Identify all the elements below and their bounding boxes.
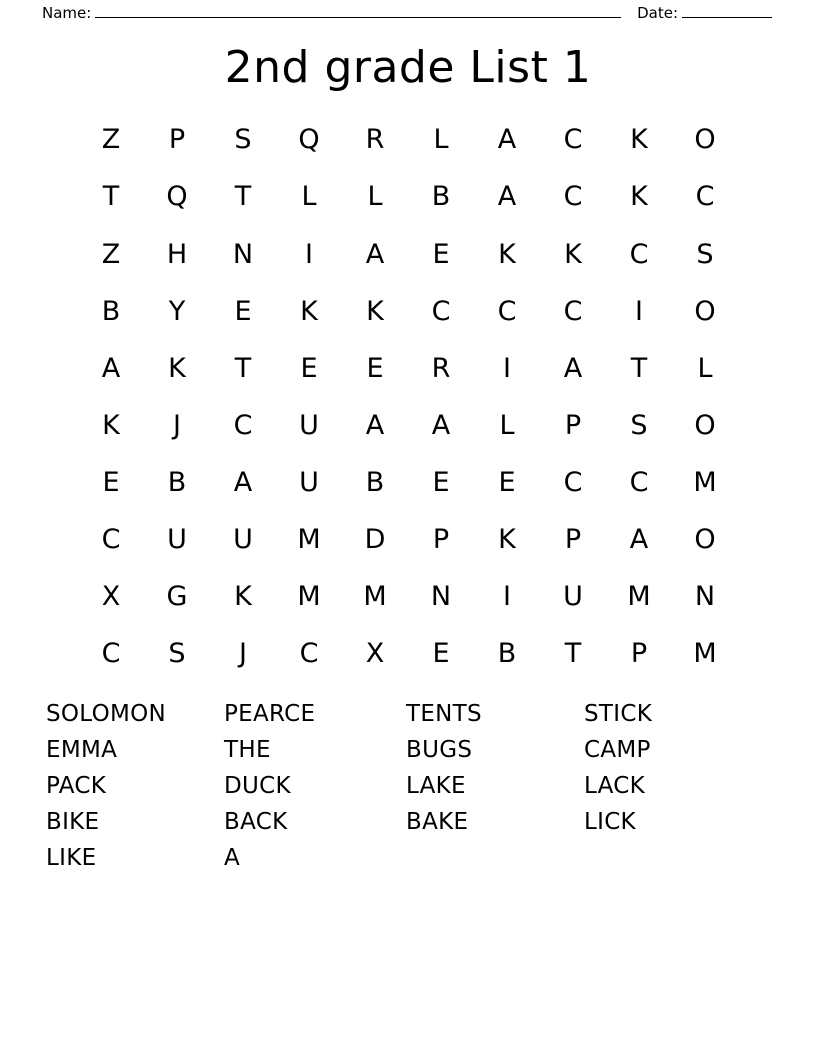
grid-cell[interactable]: L [499, 409, 515, 441]
word-item[interactable]: A [224, 844, 241, 871]
word-item[interactable]: THE [224, 737, 271, 764]
word-item[interactable]: BIKE [46, 808, 100, 835]
grid-cell[interactable]: E [102, 466, 120, 498]
word-list-column [224, 697, 406, 876]
grid-cell[interactable]: T [564, 638, 582, 670]
grid-cell[interactable]: K [234, 581, 252, 613]
grid-cell[interactable]: O [694, 409, 716, 441]
grid-cell[interactable]: C [695, 181, 715, 213]
grid-cell[interactable]: U [233, 524, 253, 556]
grid-cell[interactable]: U [299, 466, 319, 498]
grid-cell[interactable]: M [363, 581, 387, 613]
grid-cell[interactable]: C [233, 409, 253, 441]
grid-cell[interactable]: K [168, 352, 186, 384]
grid-cell[interactable]: O [694, 295, 716, 327]
grid-cell[interactable]: P [432, 524, 450, 556]
grid-cell[interactable]: U [299, 409, 319, 441]
grid-cell[interactable]: A [629, 524, 649, 556]
grid-cell[interactable]: K [630, 181, 648, 213]
grid-cell[interactable]: C [563, 466, 583, 498]
grid-cell[interactable]: T [102, 181, 120, 213]
word-item[interactable]: STICK [584, 701, 653, 728]
grid-cell[interactable]: C [101, 524, 121, 556]
grid-cell[interactable]: S [168, 638, 186, 670]
grid-cell[interactable]: E [432, 238, 450, 270]
grid-cell[interactable]: M [297, 524, 321, 556]
grid-cell[interactable]: B [431, 181, 451, 213]
grid-cell[interactable]: E [432, 638, 450, 670]
grid-cell[interactable]: I [305, 238, 313, 270]
header-row [0, 0, 816, 22]
grid-cell[interactable]: S [630, 409, 648, 441]
grid-cell[interactable]: X [101, 581, 121, 613]
word-item[interactable]: BUGS [406, 737, 473, 764]
grid-cell[interactable]: S [234, 124, 252, 156]
grid-cell[interactable]: P [564, 409, 582, 441]
word-item[interactable]: BACK [224, 808, 288, 835]
grid-cell[interactable]: O [694, 524, 716, 556]
grid-cell[interactable]: T [234, 181, 252, 213]
grid-cell[interactable]: C [299, 638, 319, 670]
grid-cell[interactable]: K [564, 238, 582, 270]
grid-cell[interactable]: R [431, 352, 451, 384]
grid-cell[interactable]: B [497, 638, 517, 670]
grid-cell[interactable]: M [297, 581, 321, 613]
word-list-column [406, 697, 584, 876]
grid-cell[interactable]: C [497, 295, 517, 327]
grid-cell[interactable]: Q [298, 124, 320, 156]
grid-cell[interactable]: X [365, 638, 385, 670]
grid-cell[interactable]: A [233, 466, 253, 498]
grid-cell[interactable]: K [102, 409, 120, 441]
word-item[interactable]: LIKE [46, 844, 97, 871]
grid-cell[interactable]: D [364, 524, 386, 556]
grid-cell[interactable]: K [366, 295, 384, 327]
grid-cell[interactable]: A [431, 409, 451, 441]
grid-cell[interactable]: L [433, 124, 449, 156]
grid-cell[interactable]: H [166, 238, 188, 270]
word-item[interactable]: TENTS [406, 701, 482, 728]
grid-cell[interactable]: E [432, 466, 450, 498]
name-label: Name: [42, 4, 92, 22]
date-write-line[interactable] [682, 16, 772, 18]
word-item[interactable]: PEARCE [224, 701, 316, 728]
grid-cell[interactable]: N [232, 238, 254, 270]
grid-cell[interactable]: C [629, 238, 649, 270]
word-item[interactable]: PACK [46, 773, 107, 800]
grid-cell[interactable]: C [101, 638, 121, 670]
grid-cell[interactable]: Y [168, 295, 186, 327]
grid-cell[interactable]: I [503, 581, 511, 613]
grid-cell[interactable]: A [497, 124, 517, 156]
grid-cell[interactable]: Z [101, 124, 121, 156]
grid-cell[interactable]: N [430, 581, 452, 613]
grid-cell[interactable]: S [696, 238, 714, 270]
word-list [0, 697, 816, 876]
grid-cell[interactable]: U [563, 581, 583, 613]
grid-cell[interactable]: Q [166, 181, 188, 213]
word-item[interactable]: LAKE [406, 773, 466, 800]
page-title: 2nd grade List 1 [224, 42, 592, 93]
grid-cell[interactable]: E [234, 295, 252, 327]
grid-cell[interactable]: P [630, 638, 648, 670]
grid-cell[interactable]: O [694, 124, 716, 156]
word-item[interactable]: LICK [584, 808, 636, 835]
grid-cell[interactable]: U [167, 524, 187, 556]
grid-cell[interactable]: A [365, 238, 385, 270]
grid-cell[interactable]: C [563, 181, 583, 213]
word-item[interactable]: EMMA [46, 737, 118, 764]
grid-cell[interactable]: A [365, 409, 385, 441]
grid-cell[interactable]: L [367, 181, 383, 213]
grid-cell[interactable]: A [563, 352, 583, 384]
grid-cell[interactable]: M [627, 581, 651, 613]
grid-cell[interactable]: A [497, 181, 517, 213]
grid-cell[interactable]: N [694, 581, 716, 613]
word-list-column [46, 697, 224, 876]
grid-cell[interactable]: I [503, 352, 511, 384]
grid-cell[interactable]: K [300, 295, 318, 327]
grid-cell[interactable]: P [564, 524, 582, 556]
name-write-line[interactable] [95, 16, 621, 18]
word-list-column [584, 697, 764, 876]
grid-cell[interactable]: E [498, 466, 516, 498]
grid-cell[interactable]: I [635, 295, 643, 327]
grid-cell[interactable]: Z [101, 238, 121, 270]
grid-cell[interactable]: B [101, 295, 121, 327]
grid-cell[interactable]: C [629, 466, 649, 498]
grid-cell[interactable]: C [563, 124, 583, 156]
grid-cell[interactable]: B [365, 466, 385, 498]
word-item[interactable]: CAMP [584, 737, 651, 764]
grid-cell[interactable]: L [697, 352, 713, 384]
grid-cell[interactable]: C [431, 295, 451, 327]
grid-cell[interactable]: G [166, 581, 188, 613]
grid-cell[interactable]: C [563, 295, 583, 327]
grid-cell[interactable]: M [693, 466, 717, 498]
grid-cell[interactable]: J [173, 409, 181, 441]
grid-cell[interactable]: T [630, 352, 648, 384]
grid-cell[interactable]: K [630, 124, 648, 156]
grid-cell[interactable]: P [168, 124, 186, 156]
date-label: Date: [637, 4, 678, 22]
word-item[interactable]: SOLOMON [46, 701, 167, 728]
grid-cell[interactable]: A [101, 352, 121, 384]
word-item[interactable]: BAKE [406, 808, 469, 835]
grid-cell[interactable]: B [167, 466, 187, 498]
grid-cell[interactable]: R [365, 124, 385, 156]
word-item[interactable]: DUCK [224, 773, 291, 800]
grid-cell[interactable]: M [693, 638, 717, 670]
grid-cell[interactable]: K [498, 238, 516, 270]
word-search-grid [78, 122, 738, 671]
word-item[interactable]: LACK [584, 773, 646, 800]
grid-cell[interactable]: E [366, 352, 384, 384]
grid-cell[interactable]: J [239, 638, 247, 670]
grid-cell[interactable]: K [498, 524, 516, 556]
grid-cell[interactable]: T [234, 352, 252, 384]
grid-cell[interactable]: E [300, 352, 318, 384]
grid-cell[interactable]: L [301, 181, 317, 213]
